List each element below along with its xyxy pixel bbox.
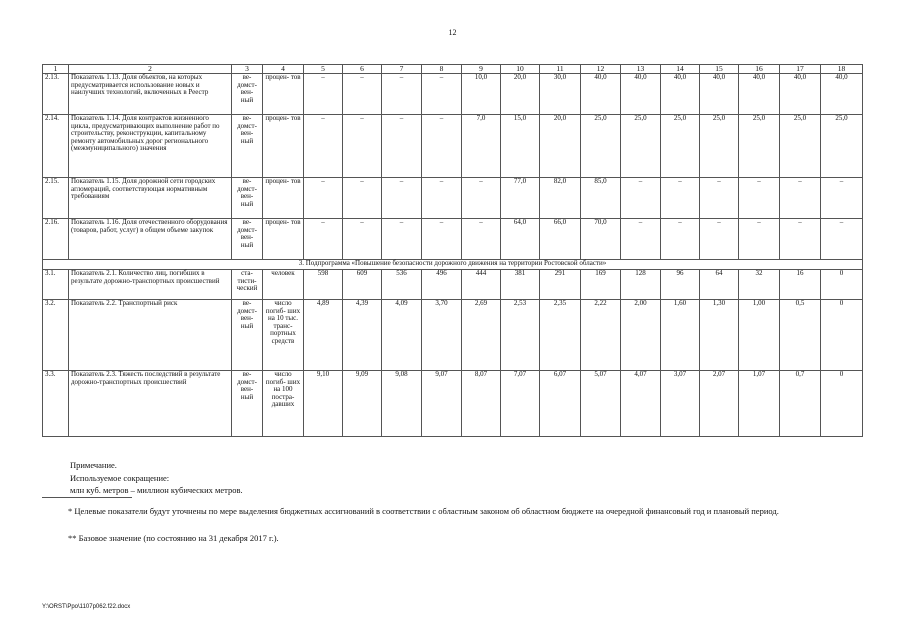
value-cell: 2,53 <box>501 300 540 371</box>
value-cell: – <box>780 219 821 260</box>
value-cell: 7,0 <box>462 115 501 178</box>
header-cell: 8 <box>422 65 462 74</box>
indicator-unit: процен- тов <box>263 219 304 260</box>
note-title: Примечание. <box>70 460 117 470</box>
header-cell: 2 <box>69 65 232 74</box>
value-cell: – <box>621 178 661 219</box>
indicators-table <box>42 64 863 437</box>
file-path: Y:\ORST\Ppo\1107p062.f22.docx <box>42 604 131 610</box>
footnote-separator <box>42 497 132 498</box>
row-number: 2.13. <box>43 74 69 115</box>
value-cell: 25,0 <box>780 115 821 178</box>
value-cell: 25,0 <box>581 115 621 178</box>
note-abbr: млн куб. метров – миллион кубических метров. <box>70 485 243 495</box>
value-cell: 9,07 <box>422 371 462 437</box>
value-cell: 291 <box>540 270 581 300</box>
value-cell: 82,0 <box>540 178 581 219</box>
value-cell: 40,0 <box>821 74 863 115</box>
header-cell: 14 <box>661 65 700 74</box>
indicator-unit: число погиб- ших на 100 постра- давших <box>263 371 304 437</box>
value-cell: 1,00 <box>739 300 780 371</box>
value-cell: 40,0 <box>581 74 621 115</box>
value-cell: 1,60 <box>661 300 700 371</box>
row-number: 2.16. <box>43 219 69 260</box>
value-cell: 2,00 <box>621 300 661 371</box>
value-cell: – <box>422 178 462 219</box>
value-cell: 25,0 <box>700 115 739 178</box>
header-cell: 17 <box>780 65 821 74</box>
value-cell: – <box>780 178 821 219</box>
value-cell: 4,09 <box>382 300 422 371</box>
indicator-type: ве- домст- вен- ный <box>232 115 263 178</box>
value-cell: 15,0 <box>501 115 540 178</box>
value-cell: 496 <box>422 270 462 300</box>
section-row <box>43 260 863 270</box>
value-cell: 3,70 <box>422 300 462 371</box>
value-cell: 5,07 <box>581 371 621 437</box>
value-cell: 77,0 <box>501 178 540 219</box>
value-cell: 9,09 <box>343 371 382 437</box>
value-cell: 96 <box>661 270 700 300</box>
header-cell: 11 <box>540 65 581 74</box>
table-row <box>43 300 863 371</box>
value-cell: – <box>304 219 343 260</box>
value-cell: 169 <box>581 270 621 300</box>
value-cell: – <box>343 178 382 219</box>
value-cell: 85,0 <box>581 178 621 219</box>
value-cell: 0,5 <box>780 300 821 371</box>
value-cell: – <box>304 74 343 115</box>
value-cell: 4,07 <box>621 371 661 437</box>
table-row <box>43 371 863 437</box>
header-cell: 3 <box>232 65 263 74</box>
value-cell: 1,30 <box>700 300 739 371</box>
indicator-type: ве- домст- вен- ный <box>232 74 263 115</box>
table-row <box>43 219 863 260</box>
value-cell: 20,0 <box>501 74 540 115</box>
value-cell: 2,07 <box>700 371 739 437</box>
value-cell: 32 <box>739 270 780 300</box>
footnote-1: * Целевые показатели будут уточнены по мере выделения бюджетных ассигнований в соответствии с областным законом об областном бюджете на очередной финансовый год и плановый период. <box>68 506 779 516</box>
value-cell: – <box>661 178 700 219</box>
value-cell: – <box>739 219 780 260</box>
value-cell: 40,0 <box>700 74 739 115</box>
row-number: 3.3. <box>43 371 69 437</box>
value-cell: 0,7 <box>780 371 821 437</box>
value-cell: 25,0 <box>621 115 661 178</box>
table-row <box>43 270 863 300</box>
value-cell: 25,0 <box>821 115 863 178</box>
value-cell: 25,0 <box>661 115 700 178</box>
indicator-name: Показатель 1.15. Доля дорожной сети городских агломераций, соответствующая нормативным требованиям <box>69 178 232 219</box>
value-cell: – <box>821 178 863 219</box>
value-cell: – <box>700 178 739 219</box>
row-number: 3.2. <box>43 300 69 371</box>
value-cell: 2,69 <box>462 300 501 371</box>
value-cell: – <box>304 178 343 219</box>
value-cell: – <box>700 219 739 260</box>
value-cell: – <box>739 178 780 219</box>
header-cell: 18 <box>821 65 863 74</box>
indicator-type: ве- домст- вен- ный <box>232 178 263 219</box>
value-cell: 2,35 <box>540 300 581 371</box>
value-cell: 8,07 <box>462 371 501 437</box>
header-cell: 6 <box>343 65 382 74</box>
page-number: 12 <box>448 28 457 37</box>
indicator-unit: процен- тов <box>263 74 304 115</box>
value-cell: – <box>343 115 382 178</box>
value-cell: – <box>661 219 700 260</box>
value-cell: – <box>382 115 422 178</box>
value-cell: – <box>304 115 343 178</box>
value-cell: 66,0 <box>540 219 581 260</box>
value-cell: – <box>343 74 382 115</box>
table-row <box>43 115 863 178</box>
row-number: 2.15. <box>43 178 69 219</box>
value-cell: – <box>422 74 462 115</box>
notes-block <box>70 459 243 497</box>
indicator-unit: процен- тов <box>263 178 304 219</box>
value-cell: 64,0 <box>501 219 540 260</box>
value-cell: – <box>621 219 661 260</box>
value-cell: 0 <box>821 270 863 300</box>
header-cell: 1 <box>43 65 69 74</box>
value-cell: 7,07 <box>501 371 540 437</box>
value-cell: 128 <box>621 270 661 300</box>
indicator-name: Показатель 1.13. Доля объектов, на которых предусматривается использование новых и наилучших технологий, включенных в Реестр <box>69 74 232 115</box>
value-cell: 9,08 <box>382 371 422 437</box>
value-cell: – <box>462 219 501 260</box>
value-cell: 30,0 <box>540 74 581 115</box>
header-cell: 16 <box>739 65 780 74</box>
value-cell: 3,07 <box>661 371 700 437</box>
value-cell: – <box>821 219 863 260</box>
value-cell: 1,07 <box>739 371 780 437</box>
value-cell: 25,0 <box>739 115 780 178</box>
indicator-name: Показатель 1.14. Доля контрактов жизненного цикла, предусматривающих выполнение работ по строительству, реконструкции, капитальному ремонту автомобильных дорог регионального (межмуниципального) значения <box>69 115 232 178</box>
value-cell: – <box>382 219 422 260</box>
header-cell: 5 <box>304 65 343 74</box>
value-cell: 40,0 <box>780 74 821 115</box>
value-cell: 20,0 <box>540 115 581 178</box>
header-cell: 15 <box>700 65 739 74</box>
value-cell: 9,10 <box>304 371 343 437</box>
footnote-2: ** Базовое значение (по состоянию на 31 декабря 2017 г.). <box>68 533 279 543</box>
value-cell: 609 <box>343 270 382 300</box>
section-title: 3. Подпрограмма «Повышение безопасности дорожного движения на территории Ростовской области» <box>43 260 863 270</box>
table-row <box>43 74 863 115</box>
value-cell: 10,0 <box>462 74 501 115</box>
value-cell: 598 <box>304 270 343 300</box>
value-cell: – <box>382 74 422 115</box>
value-cell: 2,22 <box>581 300 621 371</box>
indicator-unit: процен- тов <box>263 115 304 178</box>
value-cell: 4,39 <box>343 300 382 371</box>
value-cell: 444 <box>462 270 501 300</box>
indicator-unit: человек <box>263 270 304 300</box>
indicator-type: ве- домст- вен- ный <box>232 371 263 437</box>
value-cell: 536 <box>382 270 422 300</box>
indicator-name: Показатель 2.3. Тяжесть последствий в результате дорожно-транспортных происшествий <box>69 371 232 437</box>
value-cell: – <box>422 115 462 178</box>
indicator-type: ве- домст- вен- ный <box>232 219 263 260</box>
value-cell: – <box>422 219 462 260</box>
value-cell: 0 <box>821 371 863 437</box>
value-cell: – <box>462 178 501 219</box>
header-cell: 4 <box>263 65 304 74</box>
value-cell: 40,0 <box>739 74 780 115</box>
value-cell: 64 <box>700 270 739 300</box>
note-abbr-title: Используемое сокращение: <box>70 472 170 483</box>
indicator-type: ве- домст- вен- ный <box>232 300 263 371</box>
indicator-unit: число погиб- ших на 10 тыс. транс- портных средств <box>263 300 304 371</box>
indicator-name: Показатель 2.2. Транспортный риск <box>69 300 232 371</box>
table-row <box>43 178 863 219</box>
indicator-type: ста- тисти- ческий <box>232 270 263 300</box>
indicator-name: Показатель 1.16. Доля отечественного оборудования (товаров, работ, услуг) в общем объеме закупок <box>69 219 232 260</box>
header-cell: 13 <box>621 65 661 74</box>
value-cell: 70,0 <box>581 219 621 260</box>
value-cell: 4,89 <box>304 300 343 371</box>
value-cell: – <box>382 178 422 219</box>
value-cell: 0 <box>821 300 863 371</box>
value-cell: 16 <box>780 270 821 300</box>
header-cell: 9 <box>462 65 501 74</box>
value-cell: 40,0 <box>621 74 661 115</box>
indicator-name: Показатель 2.1. Количество лиц, погибших в результате дорожно-транспортных происшествий <box>69 270 232 300</box>
row-number: 2.14. <box>43 115 69 178</box>
row-number: 3.1. <box>43 270 69 300</box>
value-cell: 40,0 <box>661 74 700 115</box>
header-cell: 7 <box>382 65 422 74</box>
header-cell: 12 <box>581 65 621 74</box>
header-cell: 10 <box>501 65 540 74</box>
value-cell: 381 <box>501 270 540 300</box>
value-cell: – <box>343 219 382 260</box>
value-cell: 6,07 <box>540 371 581 437</box>
